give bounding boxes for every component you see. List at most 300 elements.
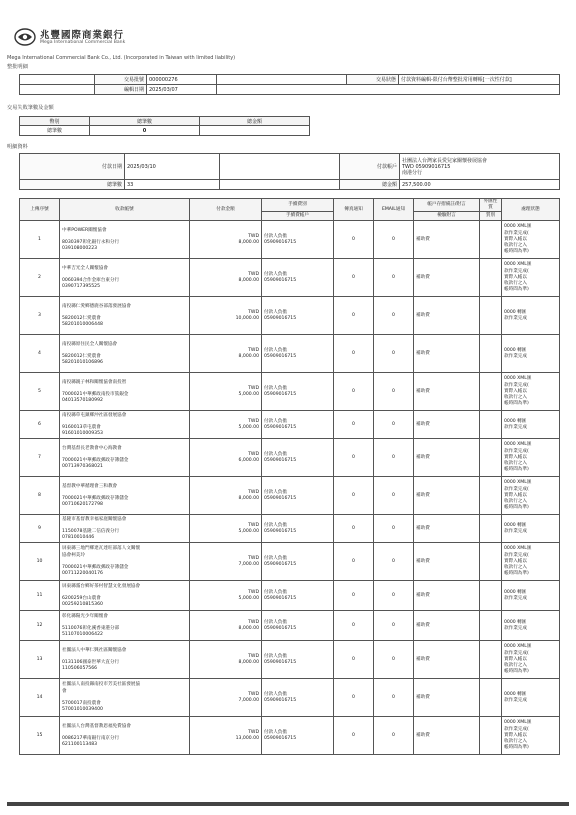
row-fee bbox=[262, 439, 334, 477]
row-fee-account: 05909016715 bbox=[264, 561, 297, 567]
batch-date-label: 編輯日期 bbox=[95, 85, 147, 95]
row-fax: 0 bbox=[334, 297, 374, 335]
total-amount: 257,500.00 bbox=[400, 180, 560, 190]
row-payee bbox=[60, 581, 190, 611]
row-status bbox=[502, 515, 560, 543]
row-fee bbox=[262, 717, 334, 755]
fail-count: 0 bbox=[90, 126, 200, 136]
status-line: 實際入帳以 bbox=[504, 274, 527, 280]
row-fx bbox=[480, 581, 502, 611]
batch-date: 2025/03/07 bbox=[147, 85, 217, 95]
row-email: 0 bbox=[374, 411, 414, 439]
batch-status-label: 交易狀態 bbox=[347, 75, 399, 85]
payee-line: 南投縣仁愛鄉德鹿谷部落發展協會 bbox=[62, 303, 131, 309]
status-line: 0000 轉匯 bbox=[504, 309, 527, 315]
row-amount-value: 8,000.00 bbox=[238, 353, 259, 359]
row-fee-type: 付款人負擔 bbox=[264, 691, 287, 697]
row-amount bbox=[190, 543, 262, 581]
pay-account-line: TWD 05909016715 bbox=[402, 163, 451, 170]
row-fee bbox=[262, 641, 334, 679]
row-seq: 15 bbox=[20, 717, 60, 755]
total-count: 33 bbox=[125, 180, 220, 190]
row-fax: 0 bbox=[334, 259, 374, 297]
row-fx bbox=[480, 221, 502, 259]
row-amount-value: 7,000.00 bbox=[238, 561, 259, 567]
status-line: 款作業完成 bbox=[504, 424, 527, 430]
row-currency: TWD bbox=[248, 489, 259, 495]
h-fee: 手續費別 bbox=[262, 199, 334, 212]
status-line: 實際入帳以 bbox=[504, 492, 527, 498]
status-line: 帳時間為準) bbox=[504, 467, 529, 473]
row-fx bbox=[480, 373, 502, 411]
status-line: 帳時間為準) bbox=[504, 505, 529, 511]
payee-line: 8030397彰化銀行永和分行 bbox=[62, 239, 120, 245]
row-memo: 補助費 bbox=[414, 679, 480, 717]
row-fee bbox=[262, 477, 334, 515]
total-count-label: 總筆數 bbox=[20, 180, 125, 190]
h-seq: 上傳序號 bbox=[20, 199, 60, 221]
bank-logo-icon bbox=[14, 28, 36, 46]
row-status bbox=[502, 373, 560, 411]
table-row bbox=[20, 679, 560, 717]
row-fee-type: 付款人負擔 bbox=[264, 489, 287, 495]
row-status bbox=[502, 679, 560, 717]
status-line: 款作業完成( bbox=[504, 650, 529, 656]
status-line: 實際入帳以 bbox=[504, 454, 527, 460]
payee-line: 00710620172798 bbox=[62, 502, 103, 508]
summary-table bbox=[19, 153, 560, 190]
row-fee bbox=[262, 611, 334, 641]
row-memo: 補助費 bbox=[414, 515, 480, 543]
status-line: 帳時間為準) bbox=[504, 669, 529, 675]
payee-line: 110506057566 bbox=[62, 666, 98, 672]
h-payee: 收款帳號 bbox=[60, 199, 190, 221]
payee-line: 中華POWER關懷協會 bbox=[62, 227, 107, 233]
row-memo: 補助費 bbox=[414, 611, 480, 641]
payee-line: 台灣基督長老教會中心海教會 bbox=[62, 445, 122, 451]
row-fee-type: 付款人負擔 bbox=[264, 347, 287, 353]
payee-line: 社團法人台灣基督教恩福免費協會 bbox=[62, 723, 131, 729]
row-amount-value: 5,000.00 bbox=[238, 424, 259, 430]
fail-h-currency: 幣別 bbox=[20, 117, 90, 126]
fail-table bbox=[19, 116, 560, 136]
row-fax: 0 bbox=[334, 581, 374, 611]
status-line: 帳時間為準) bbox=[504, 745, 529, 751]
payee-line: 會 bbox=[62, 688, 67, 694]
row-fee-type: 付款人負擔 bbox=[264, 589, 287, 595]
payee-line: 58201010006448 bbox=[62, 322, 103, 328]
status-line: 收款行之入 bbox=[504, 499, 527, 504]
row-fee-type: 付款人負擔 bbox=[264, 729, 287, 735]
row-seq: 5 bbox=[20, 373, 60, 411]
row-email: 0 bbox=[374, 259, 414, 297]
status-line: 0000 XML匯 bbox=[504, 546, 532, 552]
row-status bbox=[502, 543, 560, 581]
row-memo: 補助費 bbox=[414, 543, 480, 581]
row-amount-value: 8,000.00 bbox=[238, 277, 259, 283]
row-currency: TWD bbox=[248, 385, 259, 391]
row-fx bbox=[480, 717, 502, 755]
status-line: 款作業完成( bbox=[504, 268, 529, 274]
pay-account-line: 南港分行 bbox=[402, 169, 423, 176]
row-fee bbox=[262, 221, 334, 259]
row-amount-value: 13,000.00 bbox=[235, 735, 259, 741]
row-fee-type: 付款人負擔 bbox=[264, 653, 287, 659]
row-seq: 13 bbox=[20, 641, 60, 679]
payee-line: 5820012仁愛農會 bbox=[62, 353, 101, 359]
table-row bbox=[20, 411, 560, 439]
row-memo: 補助費 bbox=[414, 221, 480, 259]
row-amount-value: 10,000.00 bbox=[235, 315, 259, 321]
row-fee-account: 05909016715 bbox=[264, 315, 297, 321]
row-fee-type: 付款人負擔 bbox=[264, 271, 287, 277]
row-seq: 14 bbox=[20, 679, 60, 717]
row-email: 0 bbox=[374, 581, 414, 611]
status-line: 款作業完成 bbox=[504, 353, 527, 359]
payee-line: 039108000223 bbox=[62, 246, 98, 252]
row-amount-value: 7,000.00 bbox=[238, 697, 259, 703]
h-fx: 外匯性質 bbox=[480, 199, 502, 212]
row-email: 0 bbox=[374, 641, 414, 679]
row-fx bbox=[480, 297, 502, 335]
h-fee-account: 手續費帳戶 bbox=[262, 212, 334, 221]
table-row bbox=[20, 515, 560, 543]
status-line: 0000 XML匯 bbox=[504, 442, 532, 448]
status-line: 實際入帳以 bbox=[504, 236, 527, 242]
payee-line: 屏東縣霧台鄉好茶村智慧文化發展協會 bbox=[62, 583, 141, 589]
row-payee bbox=[60, 543, 190, 581]
table-row bbox=[20, 373, 560, 411]
row-currency: TWD bbox=[248, 619, 259, 625]
status-line: 帳時間為準) bbox=[504, 571, 529, 577]
row-fee bbox=[262, 297, 334, 335]
row-currency: TWD bbox=[248, 555, 259, 561]
row-fax: 0 bbox=[334, 477, 374, 515]
row-fx bbox=[480, 411, 502, 439]
batch-no: 000000276 bbox=[147, 75, 217, 85]
table-row bbox=[20, 581, 560, 611]
row-payee bbox=[60, 679, 190, 717]
row-memo: 補助費 bbox=[414, 335, 480, 373]
row-fax: 0 bbox=[334, 543, 374, 581]
payee-line: 0060394合作金庫台東分行 bbox=[62, 277, 120, 283]
row-amount bbox=[190, 611, 262, 641]
row-currency: TWD bbox=[248, 271, 259, 277]
row-status bbox=[502, 221, 560, 259]
table-row bbox=[20, 717, 560, 755]
row-fee-type: 付款人負擔 bbox=[264, 619, 287, 625]
payee-line: 00711220040176 bbox=[62, 571, 103, 577]
row-fax: 0 bbox=[334, 439, 374, 477]
payee-line: 00259210815360 bbox=[62, 602, 103, 608]
section-title: 整批明細 bbox=[7, 64, 28, 70]
status-line: 收款行之入 bbox=[504, 663, 527, 668]
row-memo: 補助費 bbox=[414, 259, 480, 297]
row-fee bbox=[262, 515, 334, 543]
row-amount bbox=[190, 477, 262, 515]
row-amount-value: 6,000.00 bbox=[238, 457, 259, 463]
batch-table bbox=[19, 74, 560, 95]
payee-line: 屏東縣三地門鄉達瓦達旺部落人文關懷 bbox=[62, 546, 141, 552]
payee-line: 58201010106896 bbox=[62, 360, 103, 366]
status-line: 0000 轉匯 bbox=[504, 691, 527, 697]
row-fee-account: 05909016715 bbox=[264, 457, 297, 463]
row-fax: 0 bbox=[334, 515, 374, 543]
status-line: 款作業完成( bbox=[504, 448, 529, 454]
row-memo: 補助費 bbox=[414, 641, 480, 679]
row-status bbox=[502, 335, 560, 373]
row-seq: 7 bbox=[20, 439, 60, 477]
table-row bbox=[20, 221, 560, 259]
row-amount bbox=[190, 259, 262, 297]
payee-line: 1150078基隆二信信義分行 bbox=[62, 528, 120, 534]
row-fx bbox=[480, 641, 502, 679]
status-line: 收款行之入 bbox=[504, 461, 527, 466]
payee-line: 57001010039400 bbox=[62, 707, 103, 713]
fail-count-label: 總筆數 bbox=[20, 126, 90, 136]
h-fax: 傳真通知 bbox=[334, 199, 374, 221]
row-fee-account: 05909016715 bbox=[264, 495, 297, 501]
pay-account bbox=[400, 154, 560, 180]
row-fx bbox=[480, 477, 502, 515]
row-amount-value: 8,000.00 bbox=[238, 659, 259, 665]
payee-line: 協會柯美玲 bbox=[62, 552, 85, 558]
detail-title: 明細資料 bbox=[7, 144, 28, 150]
row-payee bbox=[60, 373, 190, 411]
row-status bbox=[502, 477, 560, 515]
row-currency: TWD bbox=[248, 309, 259, 315]
row-seq: 11 bbox=[20, 581, 60, 611]
row-fax: 0 bbox=[334, 717, 374, 755]
row-email: 0 bbox=[374, 477, 414, 515]
table-row bbox=[20, 477, 560, 515]
row-amount bbox=[190, 297, 262, 335]
payee-line: 7000021中華郵政郵政存簿儲金 bbox=[62, 457, 129, 463]
status-line: 實際入帳以 bbox=[504, 558, 527, 564]
row-email: 0 bbox=[374, 515, 414, 543]
row-fax: 0 bbox=[334, 411, 374, 439]
page-bottom-bar bbox=[7, 802, 569, 806]
row-payee bbox=[60, 411, 190, 439]
row-seq: 2 bbox=[20, 259, 60, 297]
status-line: 0000 XML匯 bbox=[504, 720, 532, 726]
status-line: 0000 XML匯 bbox=[504, 644, 532, 650]
row-fx bbox=[480, 543, 502, 581]
row-status bbox=[502, 581, 560, 611]
row-memo: 補助費 bbox=[414, 439, 480, 477]
row-status bbox=[502, 297, 560, 335]
pay-date: 2025/03/10 bbox=[125, 154, 220, 180]
row-amount-value: 8,000.00 bbox=[238, 239, 259, 245]
row-fee-account: 05909016715 bbox=[264, 239, 297, 245]
row-fee-type: 付款人負擔 bbox=[264, 418, 287, 424]
table-row bbox=[20, 543, 560, 581]
status-line: 0000 轉匯 bbox=[504, 619, 527, 625]
fail-section-title: 交易失敗筆數及金額 bbox=[7, 105, 54, 111]
status-line: 0000 轉匯 bbox=[504, 418, 527, 424]
payee-line: 9160013草屯農會 bbox=[62, 424, 101, 430]
pay-account-label: 付款帳戶 bbox=[340, 154, 400, 180]
table-row bbox=[20, 611, 560, 641]
row-fax: 0 bbox=[334, 221, 374, 259]
row-seq: 3 bbox=[20, 297, 60, 335]
row-fee-account: 05909016715 bbox=[264, 659, 297, 665]
status-line: 款作業完成( bbox=[504, 486, 529, 492]
status-line: 款作業完成( bbox=[504, 382, 529, 388]
status-line: 款作業完成 bbox=[504, 315, 527, 321]
table-row bbox=[20, 439, 560, 477]
fail-h-count: 總筆數 bbox=[90, 117, 200, 126]
row-payee bbox=[60, 717, 190, 755]
row-currency: TWD bbox=[248, 347, 259, 353]
payee-line: 0086217華南銀行南京分行 bbox=[62, 735, 120, 741]
row-payee bbox=[60, 259, 190, 297]
row-status bbox=[502, 411, 560, 439]
bank-name-en: Mega International Commercial Bank bbox=[40, 40, 126, 45]
row-memo: 補助費 bbox=[414, 411, 480, 439]
row-payee bbox=[60, 611, 190, 641]
row-fax: 0 bbox=[334, 373, 374, 411]
row-amount bbox=[190, 439, 262, 477]
row-fee bbox=[262, 259, 334, 297]
detail-body bbox=[20, 221, 560, 755]
row-fee-account: 05909016715 bbox=[264, 697, 297, 703]
payee-line: 51107010006422 bbox=[62, 632, 103, 638]
payee-line: 07810010446 bbox=[62, 535, 95, 541]
row-amount bbox=[190, 221, 262, 259]
fail-h-amount: 總金額 bbox=[200, 117, 310, 126]
status-line: 款作業完成( bbox=[504, 726, 529, 732]
payee-line: 社團法人中華仁興社區關懷協會 bbox=[62, 647, 127, 653]
row-amount bbox=[190, 641, 262, 679]
row-email: 0 bbox=[374, 543, 414, 581]
row-memo: 補助費 bbox=[414, 477, 480, 515]
payee-line: 社團法人南投縣南投市芳美社區發展協 bbox=[62, 682, 141, 688]
payee-line: 5110076彰化溪香東港分部 bbox=[62, 625, 120, 631]
row-email: 0 bbox=[374, 297, 414, 335]
row-seq: 10 bbox=[20, 543, 60, 581]
row-status bbox=[502, 641, 560, 679]
payee-line: 91601010009353 bbox=[62, 431, 103, 437]
payee-line: 621100113483 bbox=[62, 742, 98, 748]
status-line: 帳時間為準) bbox=[504, 401, 529, 407]
h-fx-sub: 質別 bbox=[480, 212, 502, 221]
row-fax: 0 bbox=[334, 611, 374, 641]
row-fee bbox=[262, 581, 334, 611]
row-amount-value: 5,000.00 bbox=[238, 528, 259, 534]
row-payee bbox=[60, 335, 190, 373]
status-line: 款作業完成 bbox=[504, 697, 527, 703]
status-line: 實際入帳以 bbox=[504, 388, 527, 394]
row-fee-account: 05909016715 bbox=[264, 277, 297, 283]
status-line: 收款行之入 bbox=[504, 565, 527, 570]
row-payee bbox=[60, 297, 190, 335]
payee-line: 南投縣原住民全人關懷協會 bbox=[62, 341, 118, 347]
status-line: 收款行之入 bbox=[504, 739, 527, 744]
company-line: Mega International Commercial Bank Co., Ltd. (Incorporated in Taiwan with limited liability) bbox=[7, 55, 236, 61]
row-payee bbox=[60, 641, 190, 679]
row-seq: 9 bbox=[20, 515, 60, 543]
table-row bbox=[20, 335, 560, 373]
status-line: 0000 轉匯 bbox=[504, 522, 527, 528]
payee-line: 中華吉光全人關懷協會 bbox=[62, 265, 108, 271]
payee-line: 04013570180992 bbox=[62, 398, 103, 404]
row-fee-type: 付款人負擔 bbox=[264, 555, 287, 561]
status-line: 收款行之入 bbox=[504, 281, 527, 286]
row-amount bbox=[190, 679, 262, 717]
row-email: 0 bbox=[374, 335, 414, 373]
row-currency: TWD bbox=[248, 522, 259, 528]
h-memo: 帳戶存摺備註/附言 bbox=[414, 199, 480, 212]
row-amount-value: 5,000.00 bbox=[238, 391, 259, 397]
row-payee bbox=[60, 515, 190, 543]
row-fee-account: 05909016715 bbox=[264, 625, 297, 631]
row-fax: 0 bbox=[334, 641, 374, 679]
row-amount bbox=[190, 581, 262, 611]
status-line: 帳時間為準) bbox=[504, 287, 529, 293]
row-fee-type: 付款人負擔 bbox=[264, 233, 287, 239]
status-line: 0000 XML匯 bbox=[504, 224, 532, 230]
row-fee bbox=[262, 411, 334, 439]
status-line: 實際入帳以 bbox=[504, 732, 527, 738]
batch-status: 付款資料編輯-限付台幣整批常用轉帳[一次性付款] bbox=[399, 75, 560, 85]
payee-line: 7000021中華郵政南投市篤銀金 bbox=[62, 391, 129, 397]
row-status bbox=[502, 611, 560, 641]
row-currency: TWD bbox=[248, 233, 259, 239]
row-memo: 補助費 bbox=[414, 297, 480, 335]
payee-line: 南投縣親子林和關懷協會南投智 bbox=[62, 379, 127, 385]
row-seq: 4 bbox=[20, 335, 60, 373]
row-memo: 補助費 bbox=[414, 581, 480, 611]
payee-line: 彰化縣陽光少年關懷會 bbox=[62, 613, 108, 619]
row-fx bbox=[480, 515, 502, 543]
row-fee bbox=[262, 335, 334, 373]
row-payee bbox=[60, 477, 190, 515]
row-email: 0 bbox=[374, 717, 414, 755]
row-fee bbox=[262, 543, 334, 581]
row-amount bbox=[190, 717, 262, 755]
row-currency: TWD bbox=[248, 451, 259, 457]
row-currency: TWD bbox=[248, 589, 259, 595]
payee-line: 0131106國泰世華大直分行 bbox=[62, 659, 120, 665]
status-line: 款作業完成 bbox=[504, 595, 527, 601]
h-result: 處理狀態 bbox=[502, 199, 560, 221]
row-currency: TWD bbox=[248, 729, 259, 735]
row-seq: 8 bbox=[20, 477, 60, 515]
table-row bbox=[20, 259, 560, 297]
status-line: 款作業完成 bbox=[504, 625, 527, 631]
status-line: 實際入帳以 bbox=[504, 656, 527, 662]
pay-account-line: 社團法人台灣家長愛兒家關懷發展協會 bbox=[402, 157, 488, 164]
row-currency: TWD bbox=[248, 418, 259, 424]
row-amount bbox=[190, 515, 262, 543]
row-amount-value: 8,000.00 bbox=[238, 495, 259, 501]
h-amount: 付款金額 bbox=[190, 199, 262, 221]
payee-line: 基隆市基督教幸福家庭關懷協會 bbox=[62, 516, 127, 522]
row-fee-account: 05909016715 bbox=[264, 595, 297, 601]
row-fx bbox=[480, 439, 502, 477]
row-fee-account: 05909016715 bbox=[264, 424, 297, 430]
row-fx bbox=[480, 259, 502, 297]
row-payee bbox=[60, 221, 190, 259]
row-fee-account: 05909016715 bbox=[264, 735, 297, 741]
status-line: 0000 XML匯 bbox=[504, 376, 532, 382]
row-seq: 12 bbox=[20, 611, 60, 641]
row-email: 0 bbox=[374, 221, 414, 259]
row-status bbox=[502, 717, 560, 755]
row-fax: 0 bbox=[334, 679, 374, 717]
row-fee-type: 付款人負擔 bbox=[264, 385, 287, 391]
